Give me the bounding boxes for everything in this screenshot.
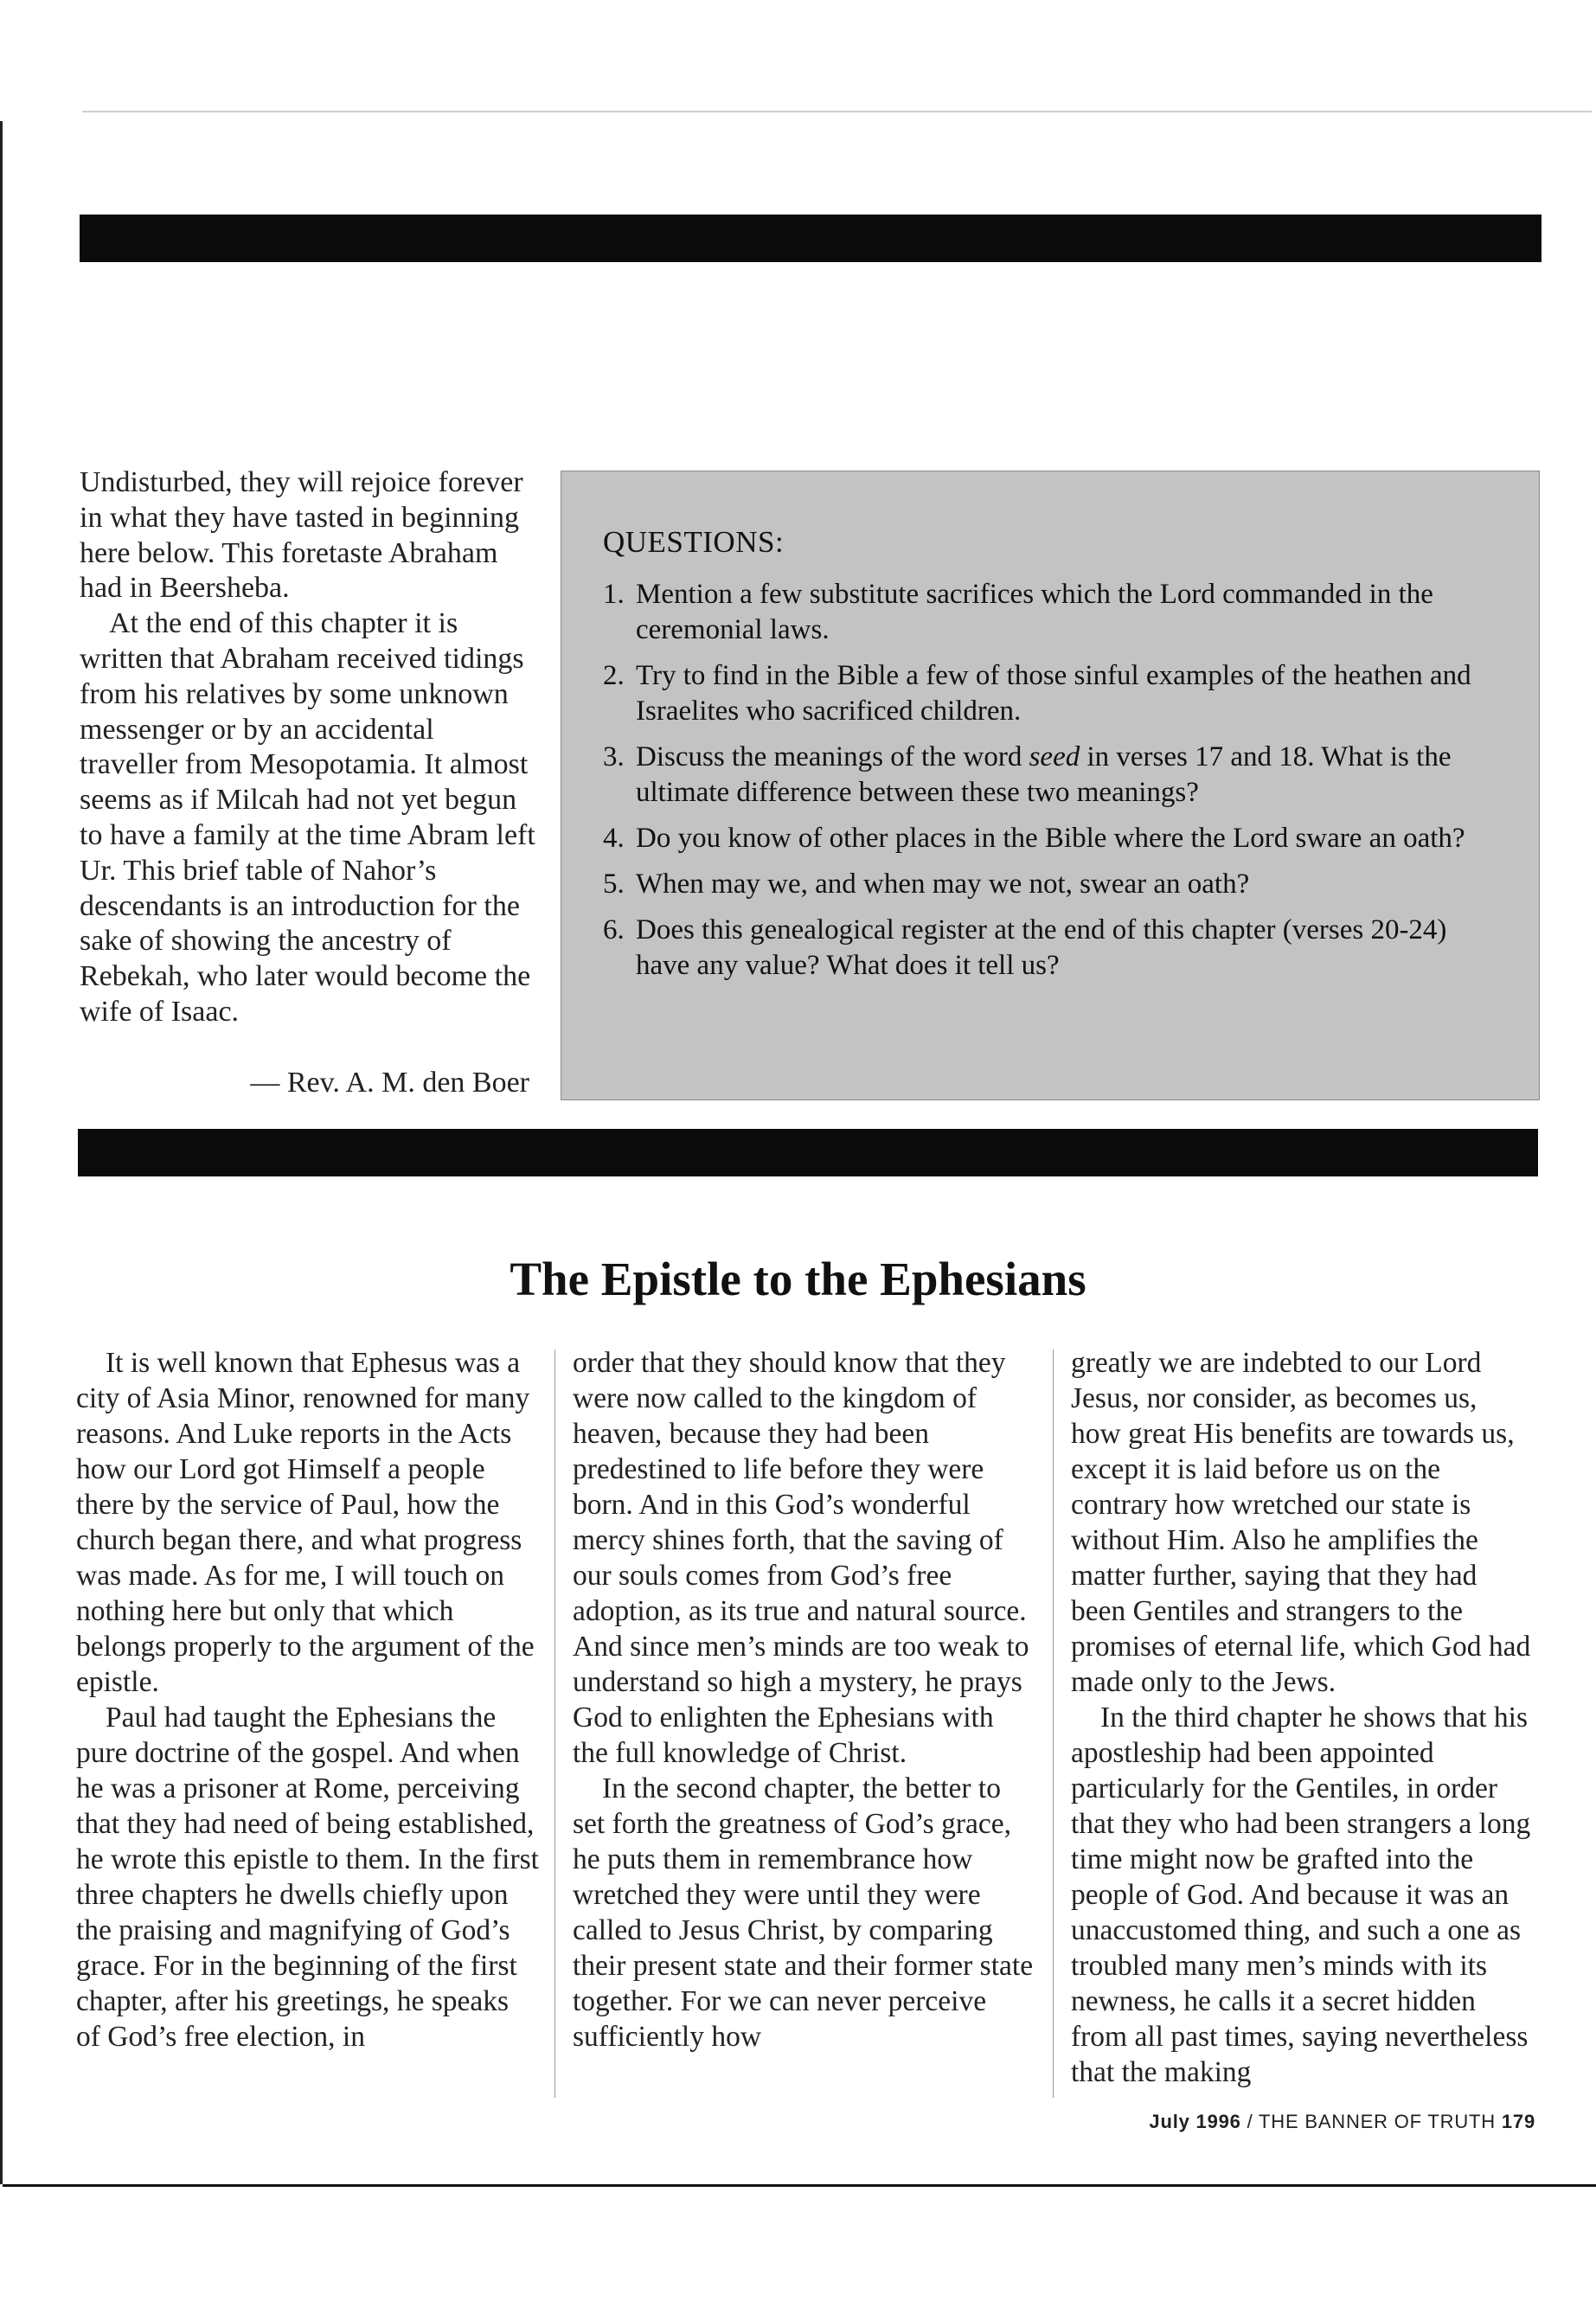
question-text: Does this genealogical register at the end of this chapter (verses 20-24) have any value? What does it tell us? xyxy=(636,914,1447,981)
question-item xyxy=(603,913,1487,984)
question-item xyxy=(603,577,1487,648)
page-footer xyxy=(1149,2111,1535,2133)
question-text xyxy=(636,740,1487,811)
column-divider xyxy=(1053,1349,1054,2098)
questions-box xyxy=(561,471,1540,1100)
question-number: 5. xyxy=(603,868,625,900)
page-left-edge xyxy=(0,121,3,2184)
question-number: 3. xyxy=(603,741,625,772)
question-number: 6. xyxy=(603,914,625,945)
column-divider xyxy=(554,1349,555,2098)
question-text: When may we, and when may we not, swear an oath? xyxy=(636,868,1250,900)
questions-list xyxy=(603,577,1487,984)
article-paragraph: It is well known that Ephesus was a city of Asia Minor, renowned for many reasons. And Luke reports in the Acts how our Lord got Himself a people there by the service of Paul, how the church began there, and what progress was made. As for me, I will touch on nothing here but only that which belongs properly to the argument of the epistle. xyxy=(76,1347,535,1698)
question-item xyxy=(603,867,1487,902)
question-number: 1. xyxy=(603,579,625,610)
question-text: Try to find in the Bible a few of those sinful examples of the heathen and Israelites who sacrificed children. xyxy=(636,660,1471,727)
question-item xyxy=(603,740,1487,811)
article-column-3 xyxy=(1071,1345,1534,2090)
question-number: 2. xyxy=(603,660,625,691)
article-title: The Epistle to the Ephesians xyxy=(510,1252,1086,1305)
article-column-2 xyxy=(573,1345,1035,2054)
article-paragraph: Paul had taught the Ephesians the pure doctrine of the gospel. And when he was a prisoner at Rome, perceiving that they had need of being established, he wrote this epistle to them. In the first three chapters he dwells chiefly upon the praising and magnifying of God’s grace. For in the beginning of the first chapter, after his greetings, he speaks of God’s free election, in xyxy=(76,1702,539,2053)
sermon-paragraph-1: Undisturbed, they will rejoice forever in what they have tasted in beginning here below. This foretaste Abraham had in Beersheba. xyxy=(80,466,523,605)
top-rule xyxy=(82,111,1592,112)
question-item xyxy=(603,821,1487,856)
article-paragraph: order that they should know that they were now called to the kingdom of heaven, because they had been predestined to life before they were born. And in this God’s wonderful mercy shines forth, that the saving of our souls comes from God’s free adoption, as its true and natural source. And since men’s minds are too weak to understand so high a mystery, he prays God to enlighten the Ephesians with the full knowledge of Christ. xyxy=(573,1347,1029,1769)
question-text: Do you know of other places in the Bible where the Lord sware an oath? xyxy=(636,823,1465,854)
question-text-end: in verses 17 and 18. What is the ultimate difference between these two meanings? xyxy=(636,741,1452,808)
bottom-rule xyxy=(3,2184,1596,2187)
section-bar-bottom xyxy=(78,1129,1538,1176)
questions-heading: QUESTIONS: xyxy=(603,525,785,559)
article-column-1 xyxy=(76,1345,539,2054)
question-text: Mention a few substitute sacrifices which the Lord commanded in the ceremonial laws. xyxy=(636,579,1433,645)
question-number: 4. xyxy=(603,823,625,854)
footer-publication: THE BANNER OF TRUTH xyxy=(1259,2111,1496,2132)
article-paragraph: In the third chapter he shows that his apostleship had been appointed particularly for the Gentiles, in order that they who had been strangers a long time might now be grafted into the people of God. And because it was an unaccustomed thing, and such a one as troubled many men’s minds with its newness, he calls it a secret hidden from all past times, saying nevertheless that the making xyxy=(1071,1702,1531,2088)
sermon-closing-text xyxy=(80,465,538,1030)
footer-date: July 1996 xyxy=(1149,2111,1241,2132)
question-emphasis: seed xyxy=(1029,741,1080,772)
section-bar-top xyxy=(80,215,1542,262)
article-paragraph: greatly we are indebted to our Lord Jesus, nor consider, as becomes us, how great His benefits are towards us, except it is laid before us on the contrary how wretched our state is without Him. Also he amplifies the matter further, saying that they had been Gentiles and strangers to the promises of eternal life, which God had made only to the Jews. xyxy=(1071,1347,1531,1698)
article-paragraph: In the second chapter, the better to set forth the greatness of God’s grace, he puts them in remembrance how wretched they were until they were called to Jesus Christ, by comparing their present state and their former state together. For we can never perceive sufficiently how xyxy=(573,1772,1034,2053)
footer-separator: / xyxy=(1240,2111,1259,2132)
question-text-start: Discuss the meanings of the word xyxy=(636,741,1029,772)
question-item xyxy=(603,658,1487,729)
author-signature: — Rev. A. M. den Boer xyxy=(250,1067,529,1099)
sermon-paragraph-2: At the end of this chapter it is written that Abraham received tidings from his relatives by some unknown messenger or by an accidental traveller from Mesopotamia. It almost seems as if Milcah had not yet begun to have a family at the time Abram left Ur. This brief table of Nahor’s descendants is an introduction for the sake of showing the ancestry of Rebekah, who later would become the wife of Isaac. xyxy=(80,607,535,1028)
page-number: 179 xyxy=(1501,2111,1535,2132)
